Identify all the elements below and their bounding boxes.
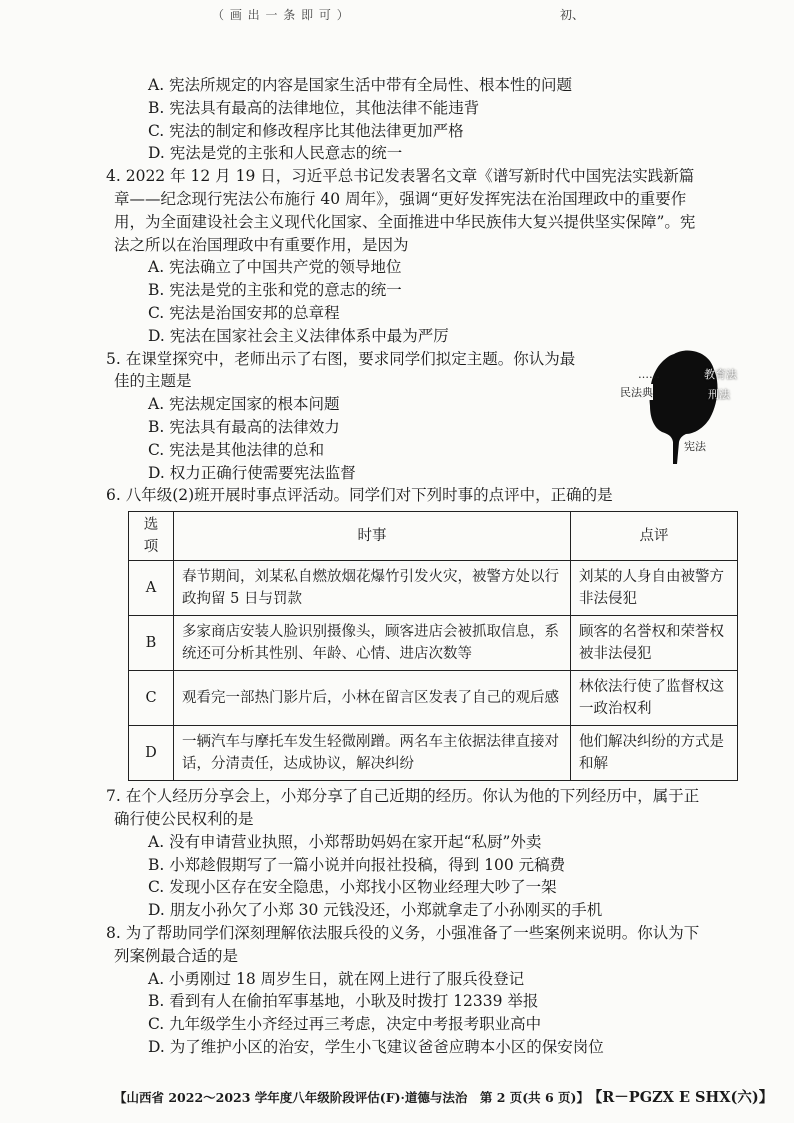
q7-option-d: D. 朋友小孙欠了小郑 30 元钱没还，小郑就拿走了小孙刚买的手机: [148, 901, 603, 920]
footer-code: 【R－PGZX E SHX(六)】: [594, 1089, 774, 1106]
q4-stem-line-4: 法之所以在治国理政中有重要作用，是因为: [114, 235, 409, 254]
row-d-event: 一辆汽车与摩托车发生轻微剐蹭。两名车主依据法律直接对话，分清责任，达成协议，解决纠纷: [174, 726, 571, 781]
q5-stem-line-2: 佳的主题是: [114, 372, 192, 391]
q5-option-c: C. 宪法是其他法律的总和: [148, 440, 325, 459]
q3-option-c: C. 宪法的制定和修改程序比其他法律更加严格: [148, 121, 464, 140]
q7-option-c: C. 发现小区存在安全隐患，小郑找小区物业经理大吵了一架: [148, 878, 557, 897]
q3-option-d: D. 宪法是党的主张和人民意志的统一: [148, 144, 403, 163]
q8-option-a: A. 小勇刚过 18 周岁生日，就在网上进行了服兵役登记: [148, 969, 525, 988]
row-b-option: B: [129, 616, 174, 671]
q5-option-d: D. 权力正确行使需要宪法监督: [148, 463, 356, 482]
q5-stem-line-1: 5. 在课堂探究中，老师出示了右图，要求同学们拟定主题。你认为最: [106, 349, 576, 368]
header-option: 选项: [129, 512, 174, 561]
question-4: [106, 165, 726, 347]
row-d-comment: 他们解决纠纷的方式是和解: [571, 726, 738, 781]
q8-option-b: B. 看到有人在偷拍军事基地，小耿及时拨打 12339 举报: [148, 992, 539, 1011]
table-row: [129, 616, 738, 671]
table-row: [129, 671, 738, 726]
header-event: 时事: [174, 512, 571, 561]
q4-option-d: D. 宪法在国家社会主义法律体系中最为严厉: [148, 326, 449, 345]
table-header-row: [129, 512, 738, 561]
table-row: [129, 561, 738, 616]
question-6: [106, 484, 726, 781]
row-c-option: C: [129, 671, 174, 726]
q8-stem-line-2: 列案例最合适的是: [114, 946, 239, 965]
q8-option-d: D. 为了维护小区的治安，学生小飞建议爸爸应聘本小区的保安岗位: [148, 1037, 604, 1056]
q5-figure-tree: [620, 346, 737, 466]
header-comment: 点评: [571, 512, 738, 561]
q8-option-c: C. 九年级学生小齐经过再三考虑，决定中考报考职业高中: [148, 1015, 542, 1034]
q6-table: [128, 511, 738, 781]
q4-stem-line-2: 章——纪念现行宪法公布施行 40 周年》，强调“更好发挥宪法在治国理政中的重要作: [114, 189, 687, 208]
q3-options: [114, 74, 726, 165]
q4-stem-line-3: 用，为全面建设社会主义现代化国家、全面推进中华民族伟大复兴提供坚实保障”。宪: [114, 212, 696, 231]
q4-stem-line-1: 4. 2022 年 12 月 19 日，习近平总书记发表署名文章《谱写新时代中国宪法实践新篇: [106, 167, 695, 186]
q8-stem-line-1: 8. 为了帮助同学们深刻理解依法服兵役的义务，小强准备了一些案例来说明。你认为下: [106, 923, 700, 942]
figure-label-criminal-law: 刑法: [708, 387, 730, 401]
row-a-option: A: [129, 561, 174, 616]
exam-page: [106, 74, 737, 1059]
row-d-option: D: [129, 726, 174, 781]
figure-label-constitution: 宪法: [684, 439, 706, 453]
q7-stem-line-2: 确行使公民权利的是: [114, 809, 254, 828]
header-top-text: （ 画 出 一 条 即 可 ）: [212, 8, 350, 22]
q5-option-b: B. 宪法具有最高的法律效力: [148, 417, 340, 436]
q4-option-a: A. 宪法确立了中国共产党的领导地位: [148, 258, 402, 277]
q6-stem: 6. 八年级(2)班开展时事点评活动。同学们对下列时事的点评中，正确的是: [106, 486, 613, 505]
row-b-event: 多家商店安装人脸识别摄像头，顾客进店会被抓取信息，系统还可分析其性别、年龄、心情、进店次数等: [174, 616, 571, 671]
row-c-event: 观看完一部热门影片后，小林在留言区发表了自己的观后感: [174, 671, 571, 726]
row-a-event: 春节期间，刘某私自燃放烟花爆竹引发火灾，被警方处以行政拘留 5 日与罚款: [174, 561, 571, 616]
q5-option-a: A. 宪法规定国家的根本问题: [148, 395, 340, 414]
row-c-comment: 林依法行使了监督权这一政治权利: [571, 671, 738, 726]
figure-label-education-law: 教育法: [704, 367, 737, 381]
q3-option-b: B. 宪法具有最高的法律地位，其他法律不能违背: [148, 98, 480, 117]
question-8: [106, 922, 726, 1059]
q7-option-a: A. 没有申请营业执照，小郑帮助妈妈在家开起“私厨”外卖: [148, 832, 542, 851]
row-a-comment: 刘某的人身自由被警方非法侵犯: [571, 561, 738, 616]
footer-exam-info: 【山西省 2022～2023 学年度八年级阶段评估(F)·道德与法治 第 2 页(共 6 页)】: [114, 1090, 589, 1105]
question-5: [106, 348, 737, 485]
page-footer: [114, 1086, 774, 1107]
header-top-mark: 初、: [560, 8, 585, 22]
figure-label-dots: ……: [638, 367, 660, 381]
q7-stem-line-1: 7. 在个人经历分享会上，小郑分享了自己近期的经历。你认为他的下列经历中，属于正: [106, 787, 700, 806]
q3-option-a: A. 宪法所规定的内容是国家生活中带有全局性、根本性的问题: [148, 76, 573, 94]
q4-option-b: B. 宪法是党的主张和党的意志的统一: [148, 281, 402, 300]
question-7: [106, 785, 726, 922]
q4-option-c: C. 宪法是治国安邦的总章程: [148, 303, 340, 322]
row-b-comment: 顾客的名誉权和荣誉权被非法侵犯: [571, 616, 738, 671]
table-row: [129, 726, 738, 781]
figure-label-civil-code: 民法典: [620, 385, 653, 399]
tree-image: [622, 346, 732, 466]
q7-option-b: B. 小郑趁假期写了一篇小说并向报社投稿，得到 100 元稿费: [148, 855, 566, 874]
